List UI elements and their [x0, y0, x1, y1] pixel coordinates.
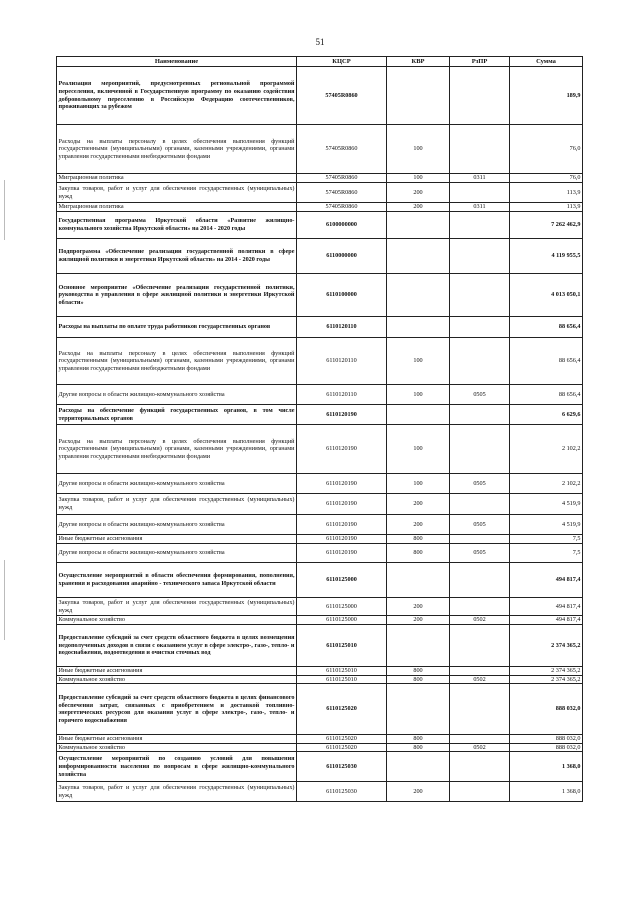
- cell-sum: 494 817,4: [510, 598, 583, 616]
- cell-kvr: [387, 563, 450, 598]
- cell-kcsr: 57405R0860: [297, 183, 387, 203]
- cell-name: Иные бюджетные ассигнования: [57, 535, 297, 544]
- table-row: [57, 515, 583, 535]
- cell-rzpr: [450, 125, 510, 174]
- cell-name: Миграционная политика: [57, 174, 297, 183]
- table-row: [57, 203, 583, 212]
- cell-rzpr: 0505: [450, 385, 510, 405]
- cell-name: Закупка товаров, работ и услуг для обеспечения государственных (муниципальных) нужд: [58, 598, 295, 614]
- table-row: [57, 752, 583, 782]
- cell-kvr: 100: [387, 338, 450, 385]
- cell-kcsr: 57405R0860: [297, 203, 387, 212]
- cell-kcsr: 6110125030: [297, 782, 387, 802]
- page-number: 51: [315, 37, 325, 47]
- cell-name: Подпрограмма «Обеспечение реализации государственной политики в сфере жилищной политики и энергетики Иркутской области» на 2014 - 2020 годы: [57, 239, 297, 274]
- cell-kvr: 800: [387, 743, 450, 752]
- cell-kvr: 800: [387, 675, 450, 684]
- cell-sum: 88 656,4: [510, 385, 583, 405]
- cell-sum: 113,9: [510, 183, 583, 203]
- cell-name: Иные бюджетные ассигнования: [57, 667, 297, 676]
- cell-kcsr: 6110120190: [297, 494, 387, 515]
- table-row: [57, 684, 583, 735]
- cell-rzpr: 0502: [450, 616, 510, 625]
- cell-kvr: 100: [387, 385, 450, 405]
- cell-rzpr: [450, 183, 510, 203]
- cell-sum: 494 817,4: [510, 616, 583, 625]
- cell-name: Расходы на обеспечение функций государственных органов, в том числе территориальных органов: [57, 405, 297, 425]
- table-row: [57, 317, 583, 338]
- cell-kcsr: 6110120190: [297, 544, 387, 563]
- cell-name: Расходы на выплаты по оплате труда работников государственных органов: [57, 317, 297, 338]
- cell-name: Закупка товаров, работ и услуг для обеспечения государственных (муниципальных) нужд: [57, 494, 297, 515]
- cell-kvr: [387, 752, 450, 782]
- cell-kvr: 100: [387, 174, 450, 183]
- cell-sum: 7 262 462,9: [510, 212, 583, 239]
- cell-sum: 4 519,9: [510, 515, 583, 535]
- cell-name: Осуществление мероприятий в области обеспечения формирования, пополнения, хранения и расходования аварийно - технического запаса Иркутской области: [57, 563, 297, 598]
- table-header-row: [57, 57, 583, 67]
- cell-kvr: 200: [387, 183, 450, 203]
- cell-kcsr: 6110100000: [297, 274, 387, 317]
- cell-name: Коммунальное хозяйство: [57, 675, 297, 684]
- table-row: [57, 212, 583, 239]
- budget-table: [56, 56, 583, 802]
- cell-rzpr: [450, 405, 510, 425]
- header-name: Наименование: [57, 57, 297, 67]
- cell-name: Расходы на выплаты персоналу в целях обеспечения выполнения функций государственными (муниципальными) органами, казенными учреждениями, органами управления государственными внебюджетными фондами: [57, 425, 297, 474]
- cell-kvr: [387, 684, 450, 735]
- cell-kvr: 800: [387, 535, 450, 544]
- header-kcsr: КЦСР: [297, 57, 387, 67]
- table-row: [57, 338, 583, 385]
- table-row: [57, 616, 583, 625]
- cell-kcsr: 6110125010: [297, 667, 387, 676]
- cell-sum: 88 656,4: [510, 338, 583, 385]
- cell-rzpr: 0505: [450, 515, 510, 535]
- cell-rzpr: 0502: [450, 743, 510, 752]
- cell-rzpr: [450, 598, 510, 616]
- cell-rzpr: [450, 563, 510, 598]
- cell-name: Закупка товаров, работ и услуг для обеспечения государственных (муниципальных) нужд: [57, 183, 297, 203]
- cell-rzpr: 0505: [450, 544, 510, 563]
- cell-sum: 1 368,0: [510, 782, 583, 802]
- cell-name: Государственная программа Иркутской области «Развитие жилищно-коммунального хозяйства Иркутской области» на 2014 - 2020 годы: [57, 212, 297, 239]
- cell-rzpr: [450, 274, 510, 317]
- cell-sum: 189,9: [510, 67, 583, 125]
- cell-rzpr: 0311: [450, 174, 510, 183]
- cell-sum: 4 519,9: [510, 494, 583, 515]
- cell-kcsr: 6110120110: [297, 385, 387, 405]
- cell-kcsr: 6110125000: [297, 598, 387, 616]
- cell-rzpr: [450, 752, 510, 782]
- cell-name: Закупка товаров, работ и услуг для обеспечения государственных (муниципальных) нужд: [57, 782, 297, 802]
- cell-name: Иные бюджетные ассигнования: [57, 735, 297, 744]
- cell-name: Другие вопросы в области жилищно-коммунального хозяйства: [57, 515, 297, 535]
- table-row: [57, 625, 583, 667]
- cell-sum: 76,0: [510, 174, 583, 183]
- cell-kcsr: 6110125010: [297, 625, 387, 667]
- cell-kvr: [387, 67, 450, 125]
- table-row: [57, 535, 583, 544]
- cell-sum: 113,9: [510, 203, 583, 212]
- cell-rzpr: [450, 535, 510, 544]
- table-row: [57, 544, 583, 563]
- header-kvr: КВР: [387, 57, 450, 67]
- cell-sum: 76,0: [510, 125, 583, 174]
- cell-sum: 888 032,0: [510, 735, 583, 744]
- cell-kcsr: 6110000000: [297, 239, 387, 274]
- cell-kcsr: 6110120190: [297, 425, 387, 474]
- cell-rzpr: [450, 425, 510, 474]
- cell-name: Осуществление мероприятий по созданию условий для повышения информированности населения по вопросам в сфере жилищно-коммунального хозяйства: [57, 752, 297, 782]
- cell-kcsr: 6110120190: [297, 535, 387, 544]
- cell-sum: 888 032,0: [510, 684, 583, 735]
- cell-name: Другие вопросы в области жилищно-коммунального хозяйства: [57, 385, 297, 405]
- table-row: [57, 735, 583, 744]
- cell-rzpr: [450, 625, 510, 667]
- table-row: [57, 239, 583, 274]
- cell-kvr: [387, 239, 450, 274]
- cell-name: Коммунальное хозяйство: [57, 743, 297, 752]
- cell-name: Основное мероприятие «Обеспечение реализации государственной политики, руководства в управления в сфере жилищной политики и энергетики Иркутской области»: [57, 274, 297, 317]
- cell-sum: 888 032,0: [510, 743, 583, 752]
- table-row: [57, 274, 583, 317]
- cell-kcsr: 6110125030: [297, 752, 387, 782]
- table-row: [57, 67, 583, 125]
- table-row: [57, 598, 583, 616]
- cell-name: Предоставление субсидий за счет средств областного бюджета в целях финансового обеспечения затрат, связанных с приобретением и доставкой топливно-энергетических ресурсов для оказания услуг в сфере электро-, газо-, тепло- и горячего водоснабжения: [57, 684, 297, 735]
- table-row: [57, 667, 583, 676]
- cell-kcsr: 6110125000: [297, 563, 387, 598]
- scan-edge-mark: [4, 180, 5, 240]
- cell-rzpr: [450, 735, 510, 744]
- cell-kcsr: 57405R0860: [297, 67, 387, 125]
- cell-kvr: 200: [387, 616, 450, 625]
- scan-edge-mark: [4, 560, 5, 640]
- cell-rzpr: 0502: [450, 675, 510, 684]
- cell-rzpr: [450, 212, 510, 239]
- table-row: [57, 125, 583, 174]
- cell-sum: 7,5: [510, 535, 583, 544]
- cell-kcsr: 6110120110: [297, 338, 387, 385]
- cell-kvr: 200: [387, 782, 450, 802]
- cell-kcsr: 6110125010: [297, 675, 387, 684]
- cell-kvr: 100: [387, 425, 450, 474]
- table-body: [57, 67, 583, 802]
- cell-name: Реализация мероприятий, предусмотренных региональной программой переселения, включенной в Государственную программу по оказанию содействия добровольному переселению в Российскую Федерацию соотечественников, проживающих за рубежом: [57, 67, 297, 125]
- cell-rzpr: [450, 667, 510, 676]
- cell-sum: 2 102,2: [510, 425, 583, 474]
- cell-name: Расходы на выплаты персоналу в целях обеспечения выполнения функций государственными (муниципальными) органами, казенными учреждениями, органами управления государственными внебюджетными фондами: [57, 125, 297, 174]
- table-row: [57, 743, 583, 752]
- cell-name: Расходы на выплаты персоналу в целях обеспечения выполнения функций государственными (муниципальными) органами, казенными учреждениями, органами управления государственными внебюджетными фондами: [57, 338, 297, 385]
- cell-kvr: 200: [387, 494, 450, 515]
- table-row: [57, 474, 583, 494]
- cell-name: Предоставление субсидий за счет средств областного бюджета в целях возмещения недополученных доходов в связи с оказанием услуг в сфере электро-, газо-, тепло- и водоснабжения, водоотведения и очистки сточных вод: [57, 625, 297, 667]
- cell-sum: 2 374 365,2: [510, 675, 583, 684]
- cell-rzpr: [450, 684, 510, 735]
- cell-sum: 2 102,2: [510, 474, 583, 494]
- cell-kcsr: 6110120190: [297, 515, 387, 535]
- cell-kvr: 200: [387, 515, 450, 535]
- cell-kvr: [387, 317, 450, 338]
- table-row: [57, 425, 583, 474]
- cell-kvr: 800: [387, 735, 450, 744]
- cell-sum: 7,5: [510, 544, 583, 563]
- cell-kvr: [387, 212, 450, 239]
- cell-kvr: [387, 405, 450, 425]
- table-row: [57, 494, 583, 515]
- cell-kcsr: 6110125020: [297, 743, 387, 752]
- cell-kvr: 200: [387, 203, 450, 212]
- cell-kvr: [387, 274, 450, 317]
- cell-kvr: 200: [387, 598, 450, 616]
- cell-kcsr: 6110120190: [297, 405, 387, 425]
- table-row: [57, 183, 583, 203]
- cell-name: Коммунальное хозяйство: [57, 616, 297, 625]
- cell-sum: 88 656,4: [510, 317, 583, 338]
- cell-name: Другие вопросы в области жилищно-коммунального хозяйства: [57, 474, 297, 494]
- cell-sum: 494 817,4: [510, 563, 583, 598]
- cell-rzpr: [450, 494, 510, 515]
- table-row: [57, 405, 583, 425]
- cell-name: Миграционная политика: [57, 203, 297, 212]
- header-rzpr: РзПР: [450, 57, 510, 67]
- cell-kcsr: 6110125020: [297, 735, 387, 744]
- cell-rzpr: 0311: [450, 203, 510, 212]
- cell-sum: 2 374 365,2: [510, 667, 583, 676]
- cell-sum: 2 374 365,2: [510, 625, 583, 667]
- cell-sum: 4 119 955,5: [510, 239, 583, 274]
- cell-kcsr: 57405R0860: [297, 125, 387, 174]
- table-row: [57, 675, 583, 684]
- table-row: [57, 174, 583, 183]
- cell-kcsr: 57405R0860: [297, 174, 387, 183]
- cell-kvr: 100: [387, 125, 450, 174]
- cell-rzpr: [450, 782, 510, 802]
- cell-rzpr: [450, 239, 510, 274]
- cell-rzpr: [450, 67, 510, 125]
- table-row: [57, 782, 583, 802]
- table-row: [57, 385, 583, 405]
- cell-kvr: [387, 625, 450, 667]
- cell-sum: 4 013 050,1: [510, 274, 583, 317]
- cell-name: Другие вопросы в области жилищно-коммунального хозяйства: [57, 544, 297, 563]
- cell-sum: 6 629,6: [510, 405, 583, 425]
- cell-rzpr: 0505: [450, 474, 510, 494]
- cell-sum: 1 368,0: [510, 752, 583, 782]
- cell-kcsr: 6110120190: [297, 474, 387, 494]
- cell-kvr: 100: [387, 474, 450, 494]
- header-sum: Сумма: [510, 57, 583, 67]
- cell-kcsr: 6110125020: [297, 684, 387, 735]
- cell-kcsr: 6100000000: [297, 212, 387, 239]
- table-row: [57, 563, 583, 598]
- budget-table-container: [56, 56, 582, 802]
- cell-kcsr: 6110125000: [297, 616, 387, 625]
- cell-kvr: 800: [387, 544, 450, 563]
- cell-rzpr: [450, 317, 510, 338]
- cell-kvr: 800: [387, 667, 450, 676]
- cell-rzpr: [450, 338, 510, 385]
- cell-kcsr: 6110120110: [297, 317, 387, 338]
